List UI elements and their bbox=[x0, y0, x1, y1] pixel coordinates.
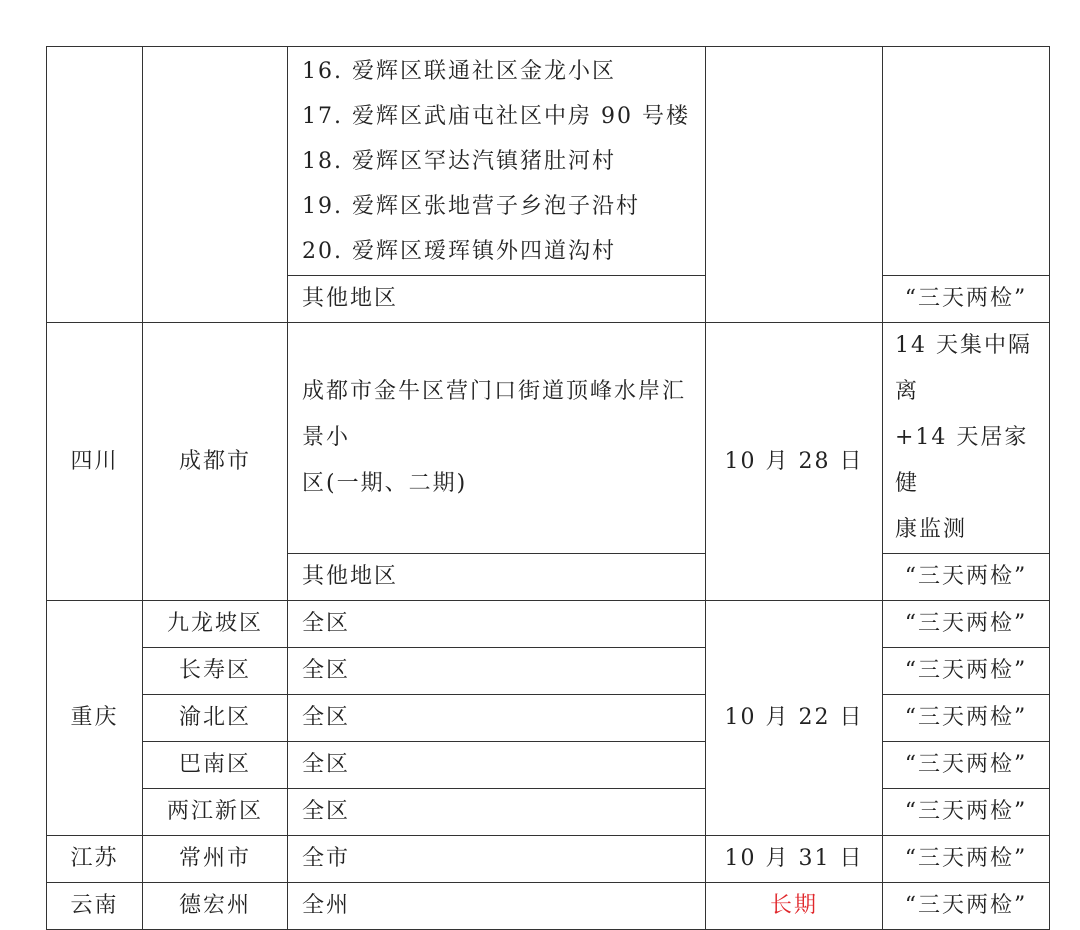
date-cell: 10 月 31 日 bbox=[706, 836, 883, 883]
measure-cell: “三天两检” bbox=[883, 276, 1050, 323]
measure-cell: “三天两检” bbox=[883, 742, 1050, 789]
date-cell: 长期 bbox=[706, 883, 883, 930]
measure-line: 康监测 bbox=[895, 517, 968, 542]
table-row bbox=[47, 47, 1050, 276]
province-cell: 四川 bbox=[47, 323, 143, 601]
measure-cell bbox=[883, 323, 1050, 554]
area-list-cell bbox=[288, 47, 706, 276]
city-cell bbox=[143, 47, 288, 323]
area-line: 成都市金牛区营门口街道顶峰水岸汇景小 bbox=[302, 379, 687, 450]
table-row bbox=[47, 836, 1050, 883]
date-cell: 10 月 28 日 bbox=[706, 323, 883, 601]
table-row bbox=[47, 695, 1050, 742]
province-cell: 重庆 bbox=[47, 601, 143, 836]
area-cell: 全州 bbox=[288, 883, 706, 930]
measure-cell: “三天两检” bbox=[883, 648, 1050, 695]
table-row bbox=[47, 601, 1050, 648]
city-cell: 德宏州 bbox=[143, 883, 288, 930]
district-cell: 巴南区 bbox=[143, 742, 288, 789]
district-cell: 九龙坡区 bbox=[143, 601, 288, 648]
measure-line: 14 天集中隔离 bbox=[895, 333, 1032, 404]
area-cell: 全区 bbox=[288, 695, 706, 742]
table-row bbox=[47, 648, 1050, 695]
area-cell: 全区 bbox=[288, 742, 706, 789]
measure-cell: “三天两检” bbox=[883, 883, 1050, 930]
district-cell: 两江新区 bbox=[143, 789, 288, 836]
date-cell bbox=[706, 47, 883, 323]
area-cell: 全区 bbox=[288, 648, 706, 695]
list-item: 16. 爱辉区联通社区金龙小区 bbox=[302, 59, 616, 84]
measure-cell bbox=[883, 47, 1050, 276]
area-cell: 全区 bbox=[288, 601, 706, 648]
city-cell: 常州市 bbox=[143, 836, 288, 883]
area-cell: 全区 bbox=[288, 789, 706, 836]
list-item: 19. 爱辉区张地营子乡泡子沿村 bbox=[302, 194, 640, 219]
province-cell bbox=[47, 47, 143, 323]
table-row bbox=[47, 742, 1050, 789]
measure-cell: “三天两检” bbox=[883, 836, 1050, 883]
list-item: 17. 爱辉区武庙屯社区中房 90 号楼 bbox=[302, 104, 690, 129]
area-cell bbox=[288, 323, 706, 554]
risk-area-table bbox=[46, 46, 1050, 930]
table-row bbox=[47, 323, 1050, 554]
measure-line: +14 天居家健 bbox=[895, 425, 1029, 496]
table-row bbox=[47, 883, 1050, 930]
province-cell: 江苏 bbox=[47, 836, 143, 883]
area-cell: 其他地区 bbox=[288, 276, 706, 323]
list-item: 18. 爱辉区罕达汽镇猪肚河村 bbox=[302, 149, 616, 174]
list-item: 20. 爱辉区瑷珲镇外四道沟村 bbox=[302, 239, 616, 264]
date-cell: 10 月 22 日 bbox=[706, 601, 883, 836]
district-cell: 长寿区 bbox=[143, 648, 288, 695]
city-cell: 成都市 bbox=[143, 323, 288, 601]
province-cell: 云南 bbox=[47, 883, 143, 930]
measure-cell: “三天两检” bbox=[883, 695, 1050, 742]
measure-cell: “三天两检” bbox=[883, 554, 1050, 601]
area-cell: 其他地区 bbox=[288, 554, 706, 601]
table-row bbox=[47, 789, 1050, 836]
measure-cell: “三天两检” bbox=[883, 789, 1050, 836]
area-cell: 全市 bbox=[288, 836, 706, 883]
area-line: 区(一期、二期) bbox=[302, 471, 468, 496]
measure-cell: “三天两检” bbox=[883, 601, 1050, 648]
district-cell: 渝北区 bbox=[143, 695, 288, 742]
